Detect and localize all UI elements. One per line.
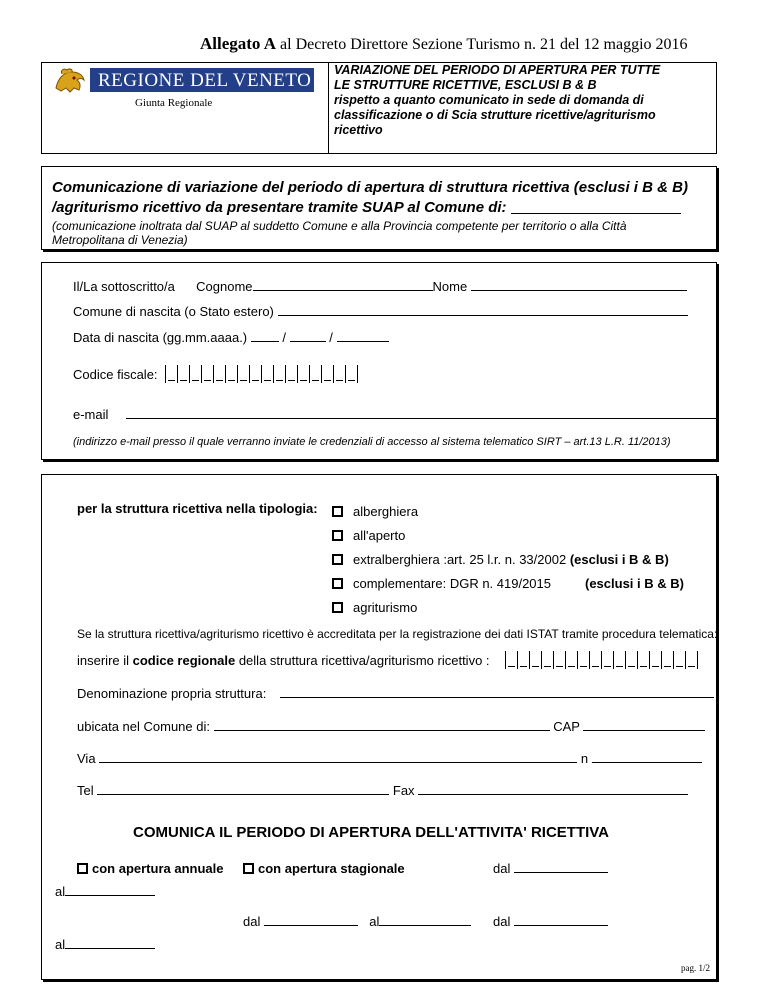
data-nascita-label: Data di nascita (gg.mm.aaaa.) [73, 330, 248, 345]
email-row [73, 407, 716, 422]
date-separator: / [329, 330, 333, 345]
form-title-line: ricettivo [334, 123, 383, 137]
codice-regionale-cells[interactable] [505, 651, 698, 669]
communication-title-line1: Comunicazione di variazione del periodo di apertura di struttura ricettiva (esclusi i B & B) [52, 179, 688, 196]
dal-field[interactable] [514, 914, 608, 926]
document-header [200, 34, 688, 54]
decree-reference: al Decreto Direttore Sezione Turismo n. 21 del 12 maggio 2016 [280, 36, 688, 53]
communication-note-line1: (comunicazione inoltrata dal SUAP al suddetto Comune e alla Provincia competente per territorio o alla Città [52, 219, 627, 233]
checkbox-icon[interactable] [332, 554, 343, 565]
denominazione-field[interactable] [280, 686, 714, 698]
numero-label: n [580, 751, 589, 766]
nome-label: Nome [432, 279, 468, 294]
istat-note: Se la struttura ricettiva/agriturismo ricettivo è accreditata per la registrazione dei dati ISTAT tramite procedura telematica: [77, 627, 718, 641]
option-stagionale[interactable]: con apertura stagionale [243, 861, 405, 876]
cap-label: CAP [553, 719, 580, 734]
comunica-title: COMUNICA IL PERIODO DI APERTURA DELL'ATTIVITA' RICETTIVA [133, 824, 610, 841]
via-label: Via [77, 751, 96, 766]
via-field[interactable] [99, 751, 577, 763]
denominazione-label: Denominazione propria struttura: [77, 686, 267, 701]
logo-banner [90, 68, 314, 92]
tel-field[interactable] [97, 783, 389, 795]
cognome-label: Cognome [196, 279, 253, 294]
form-title [334, 63, 660, 138]
form-title-line: VARIAZIONE DEL PERIODO DI APERTURA PER TUTTE [334, 63, 661, 77]
form-title-line: rispetto a quanto comunicato in sede di domanda di [334, 93, 644, 107]
option-annuale[interactable]: con apertura annuale [77, 861, 223, 876]
codice-fiscale-cells[interactable] [165, 365, 358, 383]
option-complementare[interactable]: complementare: DGR n. 419/2015 (esclusi i B & B) [332, 572, 684, 596]
birthplace-row [73, 304, 688, 319]
dal-field[interactable] [264, 914, 358, 926]
checkbox-icon[interactable] [332, 530, 343, 541]
comune-nascita-field[interactable] [278, 304, 688, 316]
numero-field[interactable] [592, 751, 702, 763]
header-divider [328, 62, 329, 154]
day-field[interactable] [251, 330, 279, 342]
birthdate-row [73, 330, 389, 345]
comune-field[interactable] [511, 202, 681, 214]
giunta-label: Giunta Regionale [135, 97, 213, 109]
option-agriturismo[interactable]: agriturismo [332, 596, 684, 620]
allegato-label: Allegato A [200, 34, 277, 53]
option-extralberghiera[interactable]: extralberghiera :art. 25 l.r. n. 33/2002 (esclusi i B & B) [332, 548, 684, 572]
al-row1: al [55, 884, 155, 899]
al-field[interactable] [65, 884, 155, 896]
codice-fiscale-row [73, 365, 358, 383]
communication-note [52, 219, 627, 247]
page-number: pag. 1/2 [681, 963, 710, 973]
date-separator: / [282, 330, 287, 345]
al-field[interactable] [65, 937, 155, 949]
month-field[interactable] [290, 330, 326, 342]
email-label: e-mail [73, 407, 109, 422]
communication-title [52, 178, 688, 218]
email-field[interactable] [126, 407, 716, 419]
option-aperto[interactable]: all'aperto [332, 524, 684, 548]
checkbox-icon[interactable] [332, 602, 343, 613]
form-title-line: LE STRUTTURE RICETTIVE, ESCLUSI B & B [334, 78, 597, 92]
denominazione-row [77, 686, 714, 701]
codice-fiscale-label: Codice fiscale: [73, 367, 158, 382]
region-logo [52, 66, 314, 94]
comune-cap-row [77, 719, 705, 734]
dal-row1: dal [493, 861, 608, 876]
tel-fax-row [77, 783, 688, 798]
communication-title-line2: /agriturismo ricettivo da presentare tramite SUAP al Comune di: [52, 198, 688, 218]
checkbox-icon[interactable] [332, 506, 343, 517]
tipologia-label: per la struttura ricettiva nella tipologia: [77, 501, 318, 516]
codice-regionale-label: codice regionale [132, 653, 236, 668]
comune-struttura-field[interactable] [214, 719, 550, 731]
checkbox-icon[interactable] [332, 578, 343, 589]
fax-field[interactable] [418, 783, 688, 795]
checkbox-icon[interactable] [77, 863, 88, 874]
period-row2: dal al [243, 914, 471, 929]
email-note: (indirizzo e-mail presso il quale verranno inviate le credenziali di accesso al sistema telematico SIRT – art.13 L.R. 11/2013) [73, 436, 671, 448]
cognome-field[interactable] [253, 279, 433, 291]
nome-field[interactable] [471, 279, 687, 291]
al-field[interactable] [379, 914, 471, 926]
lion-emblem-icon [52, 66, 88, 94]
form-title-line: classificazione o di Scia strutture ricettive/agriturismo [334, 108, 656, 122]
dal-field[interactable] [514, 861, 608, 873]
codice-regionale-row: inserire il codice regionale della struttura ricettiva/agriturismo ricettivo : [77, 651, 698, 669]
tipologia-options [332, 500, 684, 620]
sottoscritto-label: Il/La sottoscritto/a [73, 279, 175, 294]
communication-note-line2: Metropolitana di Venezia) [52, 233, 188, 247]
option-alberghiera[interactable]: alberghiera [332, 500, 684, 524]
year-field[interactable] [337, 330, 389, 342]
ubicata-label: ubicata nel Comune di: [77, 719, 210, 734]
name-row [73, 279, 687, 294]
cap-field[interactable] [583, 719, 705, 731]
checkbox-icon[interactable] [243, 863, 254, 874]
tel-label: Tel [77, 783, 94, 798]
al-row2: al [55, 937, 155, 952]
dal-row2: dal [493, 914, 608, 929]
via-row [77, 751, 702, 766]
fax-label: Fax [392, 783, 415, 798]
comune-nascita-label: Comune di nascita (o Stato estero) [73, 304, 274, 319]
logo-text: REGIONE DEL VENETO [98, 70, 312, 91]
